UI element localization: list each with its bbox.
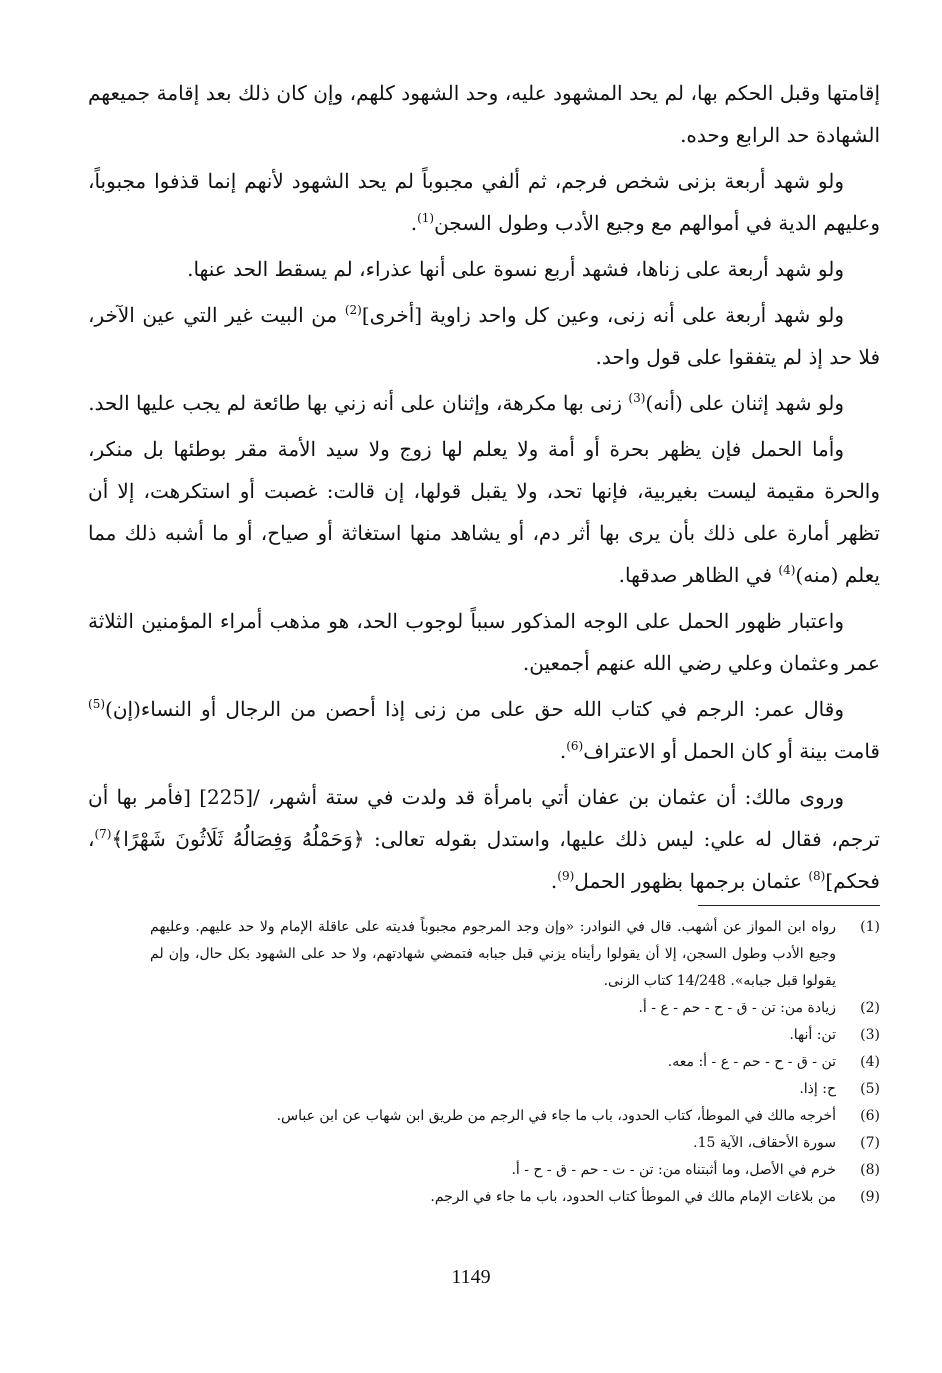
paragraph-1: إقامتها وقبل الحكم بها، لم يحد المشهود عليه، وحد الشهود كلهم، وإن كان ذلك بعد إقامة جميعهم الشهادة حد الرابع وحده.	[88, 81, 880, 147]
footnote-ref: (5)	[88, 697, 106, 711]
footnote-item: (4) تن - ق - ح - حم - ع - أ: معه.	[667, 1054, 880, 1070]
paragraph-6: وأما الحمل فإن يظهر بحرة أو أمة ولا يعلم لها زوج ولا سيد الأمة مقر بوطئها بل منكر، والحرة مقيمة ليست بغيربية، فإنها تحد، ولا يقبل قولها، إن قالت: غصبت أو استكرهت، إلا أن تظهر أمارة على ذلك بأن يرى بها أثر دم، أو يشاهد منها استغاثة أو صياح، أو ما أشبه ذلك مما يعلم (منه)$^{(4)}$ في الظاهر صدقها.	[88, 437, 880, 587]
footnote-ref: (7)	[94, 827, 112, 841]
footnote-ref: (3)	[628, 391, 646, 405]
paragraph-4: ولو شهد أربعة على أنه زنى، وعين كل واحد زاوية [أخرى]$^{(2)}$ من البيت غير التي عين الآخر، فلا حد إذ لم يتفقوا على قول واحد.	[88, 303, 880, 369]
paragraph-3: ولو شهد أربعة على زناها، فشهد أربع نسوة على أنها عذراء، لم يسقط الحد عنها.	[187, 257, 844, 281]
footnote-item: (3) تن: أنها.	[789, 1027, 880, 1043]
paragraph-7: واعتبار ظهور الحمل على الوجه المذكور سبباً لوجوب الحد، هو مذهب أمراء المؤمنين الثلاثة عمر وعثمان وعلي رضي الله عنهم أجمعين.	[88, 609, 880, 675]
footnote-ref: (2)	[344, 303, 362, 317]
footnote-item: (7) سورة الأحقاف، الآية 15.	[693, 1135, 880, 1151]
footnote-item: (6) أخرجه مالك في الموطأ، كتاب الحدود، باب ما جاء في الرجم من طريق ابن شهاب عن ابن عباس.	[276, 1108, 880, 1124]
footnote-ref: (4)	[778, 563, 796, 577]
footnote-ref: (6)	[566, 739, 584, 753]
main-text	[88, 72, 880, 906]
footnote-ref: (1)	[417, 211, 435, 225]
paragraph-5: ولو شهد إثنان على (أنه)$^{(3)}$ زنى بها مكرهة، وإثنان على أنه زني بها طائعة لم يجب عليها الحد.	[88, 391, 844, 415]
footnote-ref: (8)	[808, 869, 826, 883]
footnote-item: (8) خرم في الأصل، وما أثبتناه من: تن - ت - حم - ق - ح - أ.	[511, 1162, 880, 1178]
footnote-item: (2) زيادة من: تن - ق - ح - حم - ع - أ.	[638, 1000, 880, 1016]
page-number: 1149	[451, 1266, 491, 1288]
footnote-item: (9) من بلاغات الإمام مالك في الموطأ كتاب الحدود، باب ما جاء في الرجم.	[430, 1189, 880, 1205]
footnotes	[150, 914, 880, 1211]
footnote-item: (1) رواه ابن المواز عن أشهب. قال في النوادر: «وإن وجد المرجوم مجبوباً فديته على عاقلة الإمام ولا حد عليهم. وعليهم وجيع الأدب وطول السجن، إلا أن يقولوا رأيناه يزني قبل جبابه فتمضي شهادتهم، ولا حد على الشهود بكل حال، وإن لم يقولوا قبل جبابه». 14/248 كتاب الزنى.	[150, 919, 880, 989]
paragraph-8: وقال عمر: الرجم في كتاب الله حق على من زنى إذا أحصن من الرجال أو النساء(إن)$^{(5)}$ قامت بينة أو كان الحمل أو الاعتراف$^{(6)}$.	[88, 697, 880, 763]
footnote-item: (5) ح: إذا.	[799, 1081, 880, 1097]
paragraph-2: ولو شهد أربعة بزنى شخص فرجم، ثم ألفي مجبوباً لم يحد الشهود لأنهم إنما قذفوا مجبوباً، وعليهم الدية في أموالهم مع وجيع الأدب وطول السجن$^{(1)}$.	[88, 169, 880, 235]
footnote-ref: (9)	[557, 869, 575, 883]
paragraph-9: وروى مالك: أن عثمان بن عفان أتي بامرأة قد ولدت في ستة أشهر، /[225] [فأمر بها أن ترجم، فقال له علي: ليس ذلك عليها، واستدل بقوله تعالى: ﴿وَحَمْلُهُ وَفِصَالُهُ ثَلَاثُونَ شَهْرًا﴾$^{(7)}$، فحكم]$^{(8)}$ عثمان برجمها بظهور الحمل$^{(9)}$.	[88, 785, 880, 893]
footnote-divider	[698, 905, 880, 906]
